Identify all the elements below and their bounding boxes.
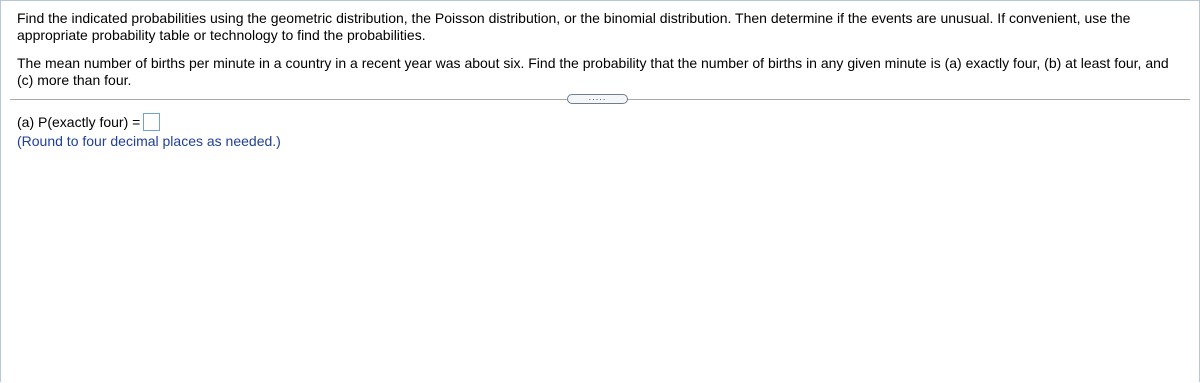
rounding-hint: (Round to four decimal places as needed.) bbox=[17, 133, 281, 149]
expand-more-button[interactable] bbox=[567, 94, 628, 104]
question-problem-text: The mean number of births per minute in a country in a recent year was about six. Find the probability that the number of births in any given minute is (a) exactly four, (b) at least four, and (c) more than four. bbox=[17, 55, 1169, 88]
answer-part-a-input[interactable] bbox=[143, 113, 160, 131]
question-instructions: Find the indicated probabilities using the geometric distribution, the Poisson distribution, or the binomial distribution. Then determine if the events are unusual. If convenient, use the appropriate probability table or technology to find the probabilities. bbox=[17, 10, 1131, 43]
more-dots-icon: ..... bbox=[588, 93, 607, 102]
answer-part-a-label: (a) P(exactly four) = bbox=[17, 114, 141, 130]
answer-part-a bbox=[17, 113, 160, 131]
